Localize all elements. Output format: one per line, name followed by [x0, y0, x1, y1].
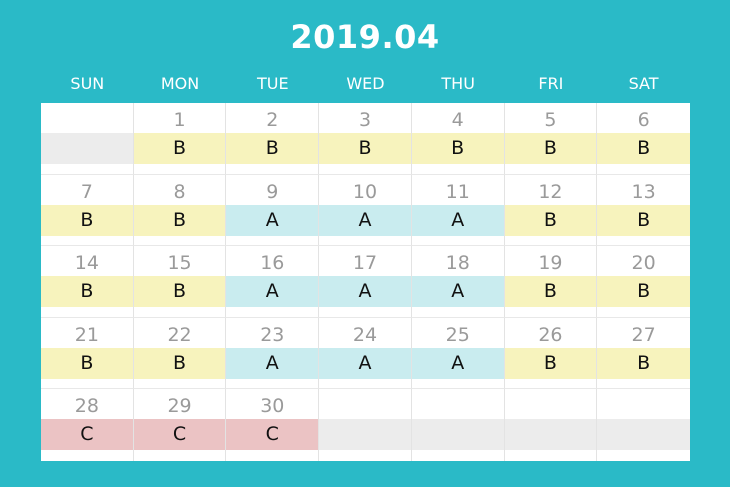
day-number: 3: [358, 109, 372, 131]
shift-label: B: [505, 348, 597, 379]
calendar-day-cell[interactable]: [412, 175, 505, 247]
day-number: 12: [538, 180, 563, 203]
shift-label: B: [134, 348, 226, 379]
day-number: 4: [451, 109, 464, 131]
shift-label: B: [412, 133, 504, 164]
shift-empty-band: [412, 419, 504, 450]
weekday-fri: FRI: [538, 74, 564, 93]
calendar-day-cell[interactable]: [134, 246, 227, 318]
weekday-sat: SAT: [628, 74, 659, 93]
day-number: 28: [74, 395, 99, 418]
shift-label: B: [134, 276, 226, 307]
day-number: 26: [538, 323, 563, 346]
shift-label: B: [597, 133, 690, 164]
day-number: 23: [260, 323, 285, 346]
shift-label: A: [412, 348, 504, 379]
calendar-day-cell[interactable]: [226, 175, 319, 247]
day-number: 20: [631, 252, 656, 275]
day-number: 30: [260, 395, 285, 418]
calendar-day-cell[interactable]: [505, 246, 598, 318]
day-number: 25: [445, 323, 470, 346]
day-number: 6: [637, 109, 650, 131]
calendar-day-cell[interactable]: [597, 103, 690, 175]
shift-label: A: [412, 205, 504, 236]
shift-label: B: [597, 348, 690, 379]
calendar-day-cell[interactable]: [505, 175, 598, 247]
weekday-header: [41, 72, 690, 96]
shift-empty-band: [41, 133, 133, 164]
day-number: 8: [173, 180, 186, 203]
day-number: 1: [173, 109, 186, 131]
calendar-day-cell[interactable]: [41, 246, 134, 318]
calendar-day-cell[interactable]: [226, 389, 319, 461]
calendar-day-cell[interactable]: [505, 103, 598, 175]
calendar-day-cell[interactable]: [319, 103, 412, 175]
shift-label: B: [505, 205, 597, 236]
calendar-day-cell[interactable]: [226, 246, 319, 318]
calendar-day-cell[interactable]: [319, 175, 412, 247]
day-number: 11: [445, 180, 470, 203]
shift-empty-band: [597, 419, 690, 450]
calendar-empty-cell: [597, 389, 690, 461]
shift-label: A: [226, 205, 318, 236]
day-number: 21: [74, 323, 99, 346]
day-number: 15: [167, 252, 192, 275]
weekday-mon: MON: [160, 74, 200, 93]
shift-label: B: [597, 205, 690, 236]
shift-label: A: [319, 348, 411, 379]
shift-label: A: [319, 276, 411, 307]
shift-label: B: [505, 276, 597, 307]
day-number: 19: [538, 252, 563, 275]
shift-label: B: [597, 276, 690, 307]
day-number: 7: [80, 180, 93, 203]
calendar-day-cell[interactable]: [597, 318, 690, 390]
calendar-day-cell[interactable]: [41, 389, 134, 461]
calendar-day-cell[interactable]: [41, 318, 134, 390]
day-number: 14: [74, 252, 99, 275]
calendar-day-cell[interactable]: [319, 318, 412, 390]
shift-label: B: [134, 133, 226, 164]
day-number: 24: [352, 323, 378, 346]
calendar-day-cell[interactable]: [226, 103, 319, 175]
calendar-empty-cell: [505, 389, 598, 461]
shift-label: C: [226, 419, 318, 450]
shift-label: B: [41, 276, 133, 307]
calendar-day-cell[interactable]: [226, 318, 319, 390]
day-number: 29: [167, 395, 192, 418]
calendar-day-cell[interactable]: [412, 103, 505, 175]
calendar-day-cell[interactable]: [597, 175, 690, 247]
calendar-day-cell[interactable]: [505, 318, 598, 390]
shift-label: B: [41, 205, 133, 236]
day-number: 10: [352, 180, 378, 203]
calendar-day-cell[interactable]: [412, 246, 505, 318]
calendar-day-cell[interactable]: [134, 318, 227, 390]
shift-label: C: [41, 419, 133, 450]
calendar-empty-cell: [319, 389, 412, 461]
day-number: 22: [167, 323, 192, 346]
shift-label: B: [41, 348, 133, 379]
weekday-sun: SUN: [70, 74, 105, 93]
calendar-day-cell[interactable]: [597, 246, 690, 318]
calendar-day-cell[interactable]: [134, 103, 227, 175]
calendar-grid: [41, 103, 690, 461]
day-number: 2: [266, 109, 279, 131]
day-number: 16: [260, 252, 285, 275]
shift-label: A: [226, 348, 318, 379]
calendar-title: 2019.04: [290, 18, 440, 56]
calendar-day-cell[interactable]: [41, 175, 134, 247]
calendar-empty-cell: [412, 389, 505, 461]
shift-empty-band: [505, 419, 597, 450]
weekday-thu: THU: [441, 74, 475, 93]
shift-label: A: [412, 276, 504, 307]
shift-label: A: [226, 276, 318, 307]
calendar-day-cell[interactable]: [134, 175, 227, 247]
day-number: 27: [631, 323, 656, 346]
day-number: 18: [445, 252, 470, 275]
calendar-empty-cell: [41, 103, 134, 175]
shift-label: B: [319, 133, 411, 164]
calendar-day-cell[interactable]: [412, 318, 505, 390]
weekday-wed: WED: [346, 74, 385, 93]
shift-label: C: [134, 419, 226, 450]
weekday-tue: TUE: [256, 74, 289, 93]
shift-label: B: [134, 205, 226, 236]
calendar-day-cell[interactable]: [134, 389, 227, 461]
day-number: 5: [544, 109, 557, 131]
day-number: 9: [266, 180, 279, 203]
shift-label: A: [319, 205, 411, 236]
shift-empty-band: [319, 419, 411, 450]
shift-label: B: [505, 133, 597, 164]
day-number: 13: [631, 180, 656, 203]
shift-label: B: [226, 133, 318, 164]
day-number: 17: [352, 252, 378, 275]
calendar-day-cell[interactable]: [319, 246, 412, 318]
